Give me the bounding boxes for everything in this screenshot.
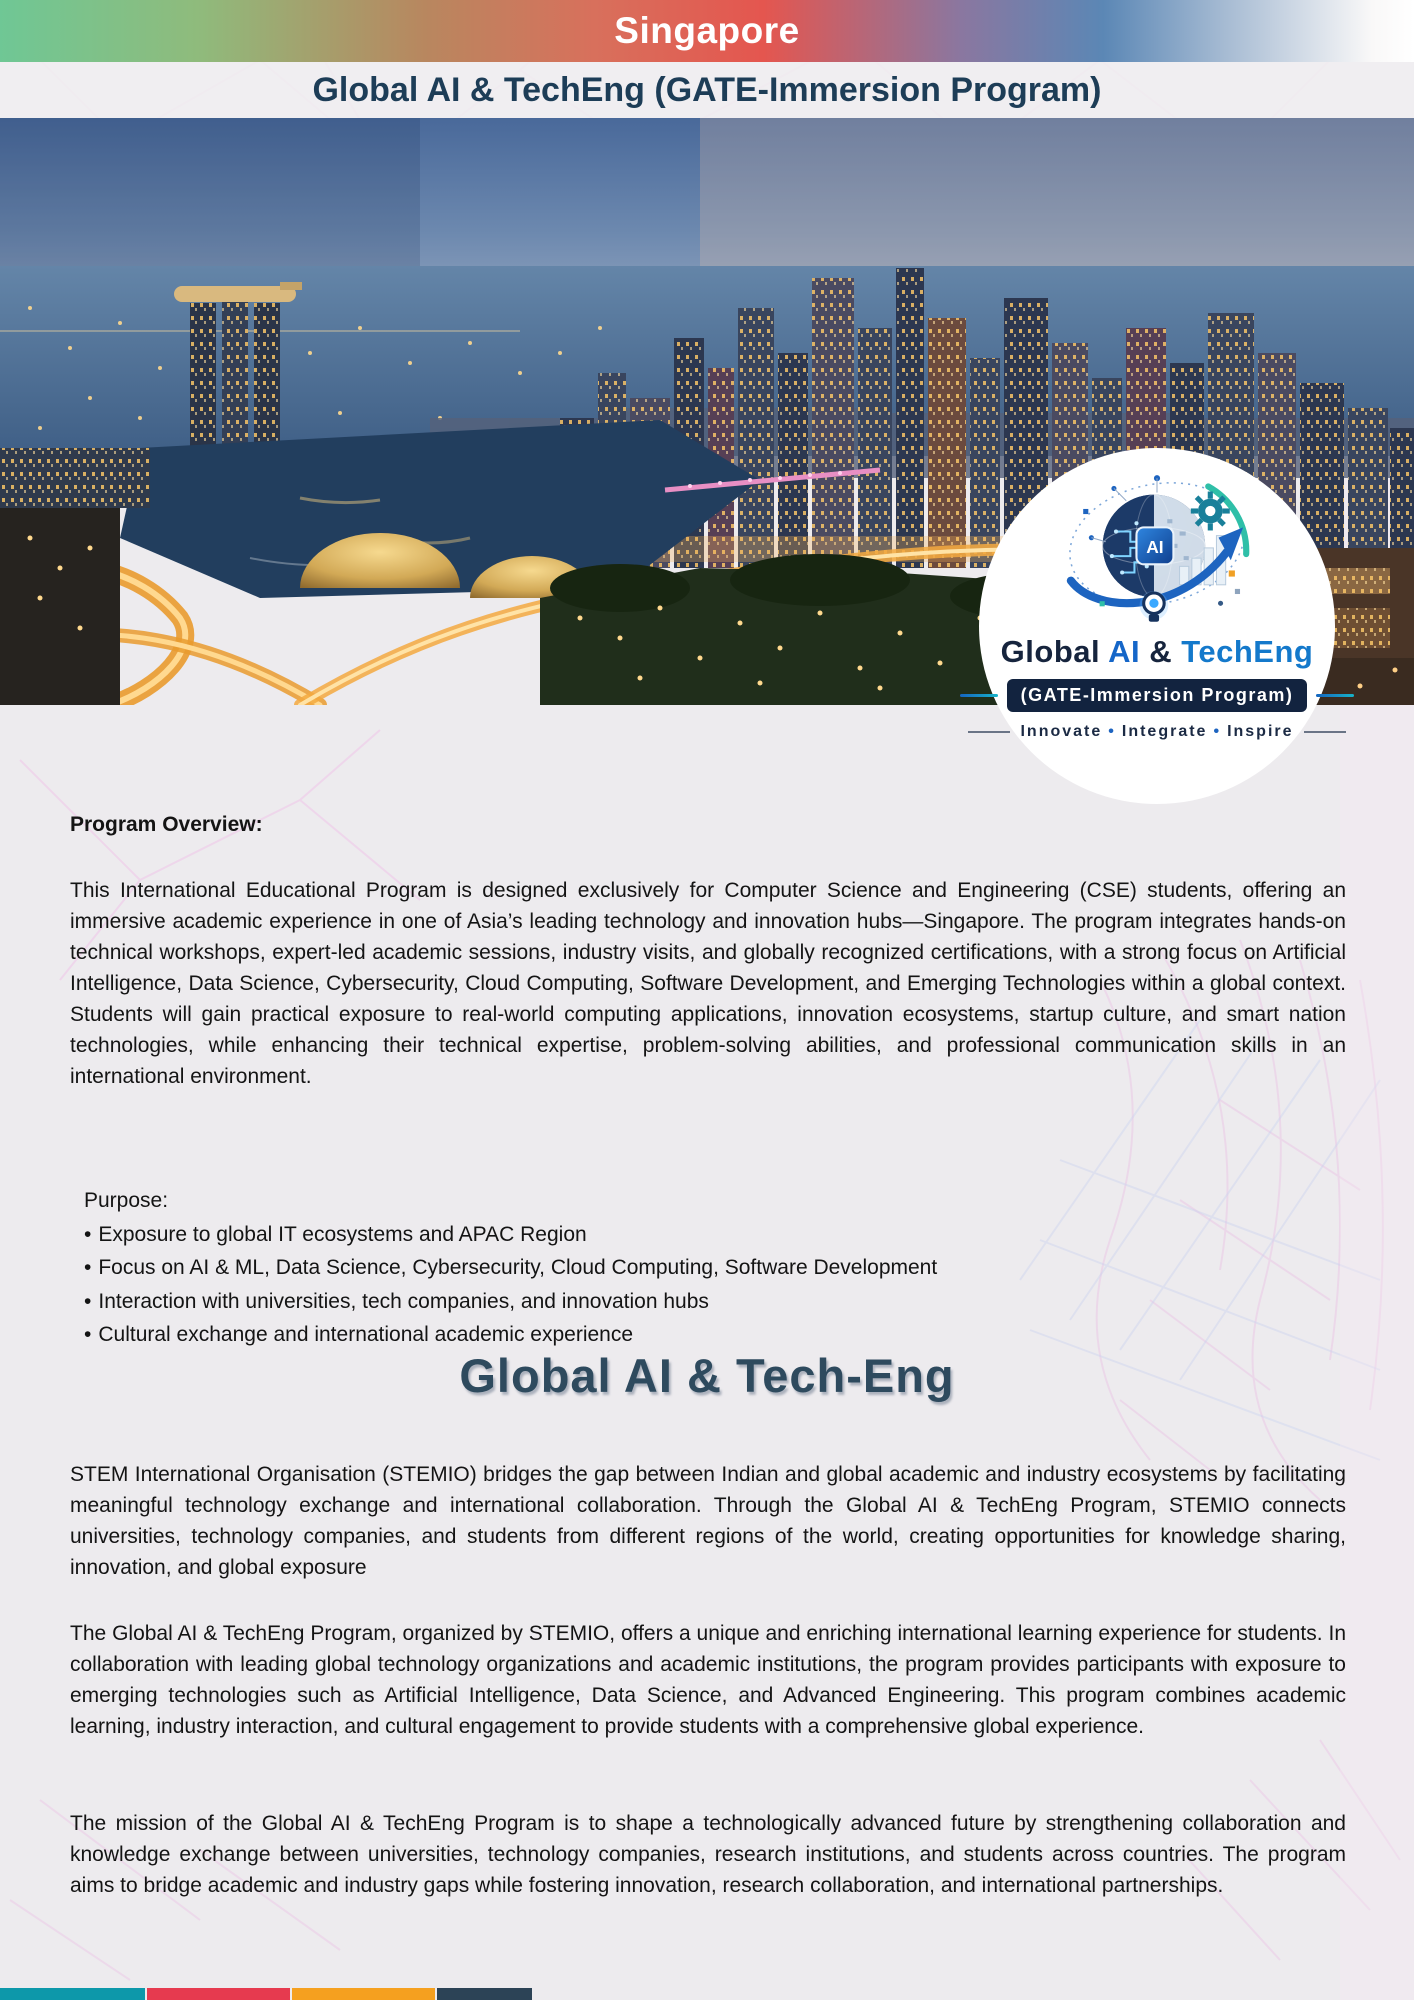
program-title-bar <box>0 62 1414 118</box>
logo-brand-text <box>1001 634 1314 670</box>
bullet-icon: • <box>84 1323 92 1346</box>
logo-tagline-row <box>968 723 1345 741</box>
top-banner <box>0 0 1414 62</box>
bullet-icon: • <box>84 1256 92 1279</box>
gear-icon <box>1191 492 1230 531</box>
purpose-heading: Purpose: <box>84 1189 169 1212</box>
mission-paragraph: The mission of the Global AI & TechEng Program is to shape a technologically advanced future by strengthening collaboration and knowledge exchange between universities, technology companies, research institutions, and students across countries. The program aims to bridge academic and industry gaps while fostering innovation, research collaboration, and international partnerships. <box>70 1812 1346 1897</box>
footer-bar-red <box>147 1988 290 2000</box>
overview-heading: Program Overview: <box>70 813 263 836</box>
page-country-title: Singapore <box>614 10 800 51</box>
purpose-item: • Focus on AI & ML, Data Science, Cybersecurity, Cloud Computing, Software Development <box>84 1256 938 1279</box>
logo-tagline: Innovate • Integrate • Inspire <box>1020 723 1294 740</box>
footer-color-bars <box>0 1988 532 2000</box>
lightbulb-icon <box>1140 591 1169 622</box>
svg-text:AI: AI <box>1146 537 1164 558</box>
ai-chip-icon <box>1137 527 1174 564</box>
footer-bar-orange <box>292 1988 435 2000</box>
pill-line-right <box>1316 694 1354 697</box>
program-subtitle-pill: (GATE-Immersion Program) <box>1007 679 1308 712</box>
tagline-dot: • <box>1108 723 1116 740</box>
overview-paragraph: This International Educational Program is designed exclusively for Computer Science and Engineering (CSE) students, offering an immersive academic experience in one of Asia’s leading technology and innovation hubs—Singapore. The program integrates hands-on technical workshops, expert-led academic sessions, industry visits, and globally recognized certifications, with a strong focus on Artificial Intelligence, Data Science, Cybersecurity, Cloud Computing, Software Development, and Emerging Technologies within a global context. Students will gain practical exposure to real-world computing applications, innovation ecosystems, startup culture, and smart nation technologies, while enhancing their technical expertise, problem-solving abilities, and professional communication skills in an international environment. <box>70 879 1346 1088</box>
brand-ampersand: & <box>1149 634 1173 669</box>
pill-line-left <box>960 694 998 697</box>
brand-word-ai: AI <box>1108 634 1141 669</box>
bullet-icon: • <box>84 1289 92 1313</box>
brand-word-techeng: TechEng <box>1181 634 1314 669</box>
footer-bar-navy <box>437 1988 532 2000</box>
program-title: Global AI & TechEng (GATE-Immersion Program) <box>312 70 1102 109</box>
purpose-section <box>84 1184 1344 1352</box>
program-paragraph: The Global AI & TechEng Program, organized by STEMIO, offers a unique and enriching international learning experience for students. In collaboration with leading global technology organizations and academic institutions, the program provides participants with exposure to emerging technologies such as Artificial Intelligence, Data Science, and Advanced Engineering. This program combines academic learning, industry interaction, and cultural engagement to provide students with a comprehensive global experience. <box>70 1622 1346 1738</box>
tagline-line-left <box>968 731 1010 733</box>
purpose-item: • Cultural exchange and international academic experience <box>84 1323 634 1346</box>
purpose-list <box>84 1218 1344 1352</box>
logo-globe-graphic <box>1054 470 1260 634</box>
brand-word-global: Global <box>1000 634 1101 669</box>
tagline-dot: • <box>1213 723 1222 740</box>
tagline-line-right <box>1304 731 1346 733</box>
section-heading: Global AI & Tech-Eng <box>459 1349 955 1402</box>
bullet-icon: • <box>84 1222 92 1246</box>
stemio-paragraph: STEM International Organisation (STEMIO) bridges the gap between Indian and global academic and industry ecosystems by facilitating meaningful technology exchange and international collaboration. Through the Global AI & TechEng Program, STEMIO connects universities, technology companies, and students from different regions of the world, creating opportunities for knowledge sharing, innovation, and global exposure <box>70 1463 1346 1579</box>
program-logo-badge <box>979 448 1335 804</box>
purpose-item: • Interaction with universities, tech companies, and innovation hubs <box>84 1289 709 1313</box>
logo-subtitle-row <box>960 679 1355 712</box>
footer-bar-teal <box>0 1988 145 2000</box>
purpose-item: • Exposure to global IT ecosystems and APAC Region <box>84 1222 587 1246</box>
